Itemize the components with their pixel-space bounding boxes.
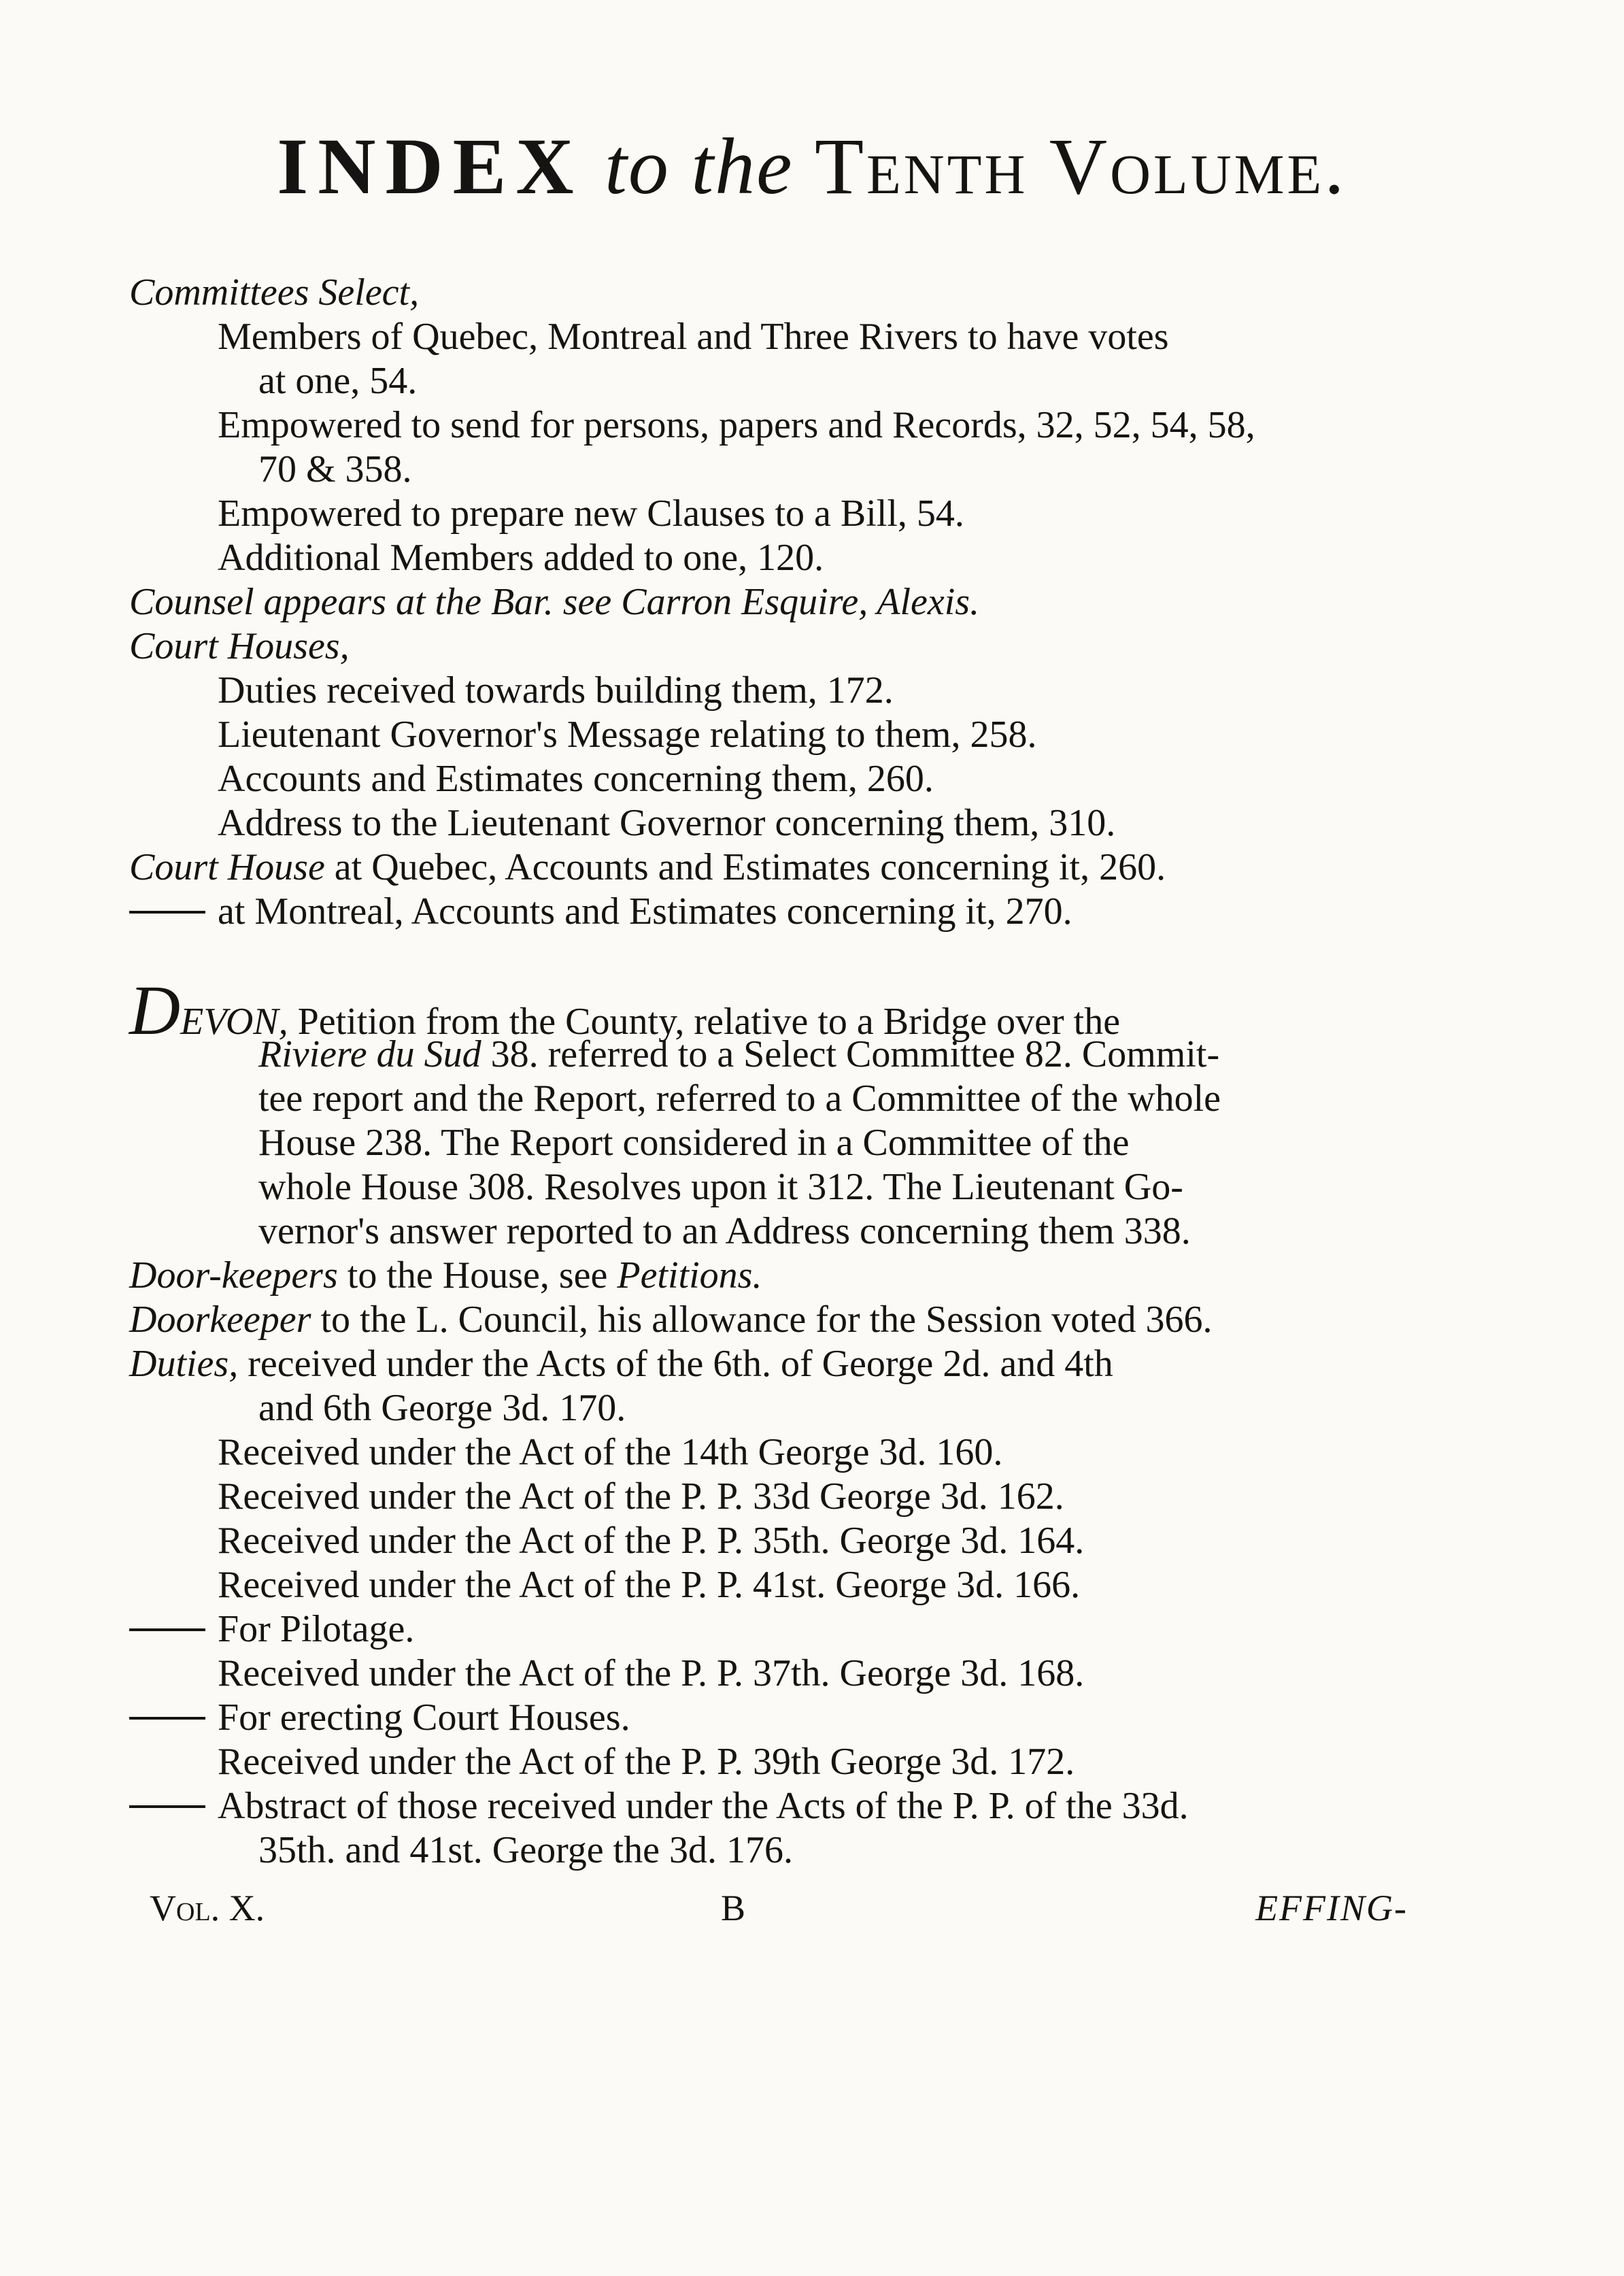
index-line: Empowered to prepare new Clauses to a Bill, 54.	[218, 492, 964, 535]
index-line	[129, 1784, 1408, 1828]
index-line: 35th. and 41st. George the 3d. 176.	[258, 1829, 793, 1871]
signature-mark: B	[721, 1888, 746, 1928]
devon-entry-first-line	[129, 971, 1408, 1050]
index-line: at one, 54.	[258, 360, 418, 402]
index-line	[129, 1254, 1408, 1298]
index-line: Received under the Act of the P. P. 35th. George 3d. 164.	[218, 1520, 1085, 1562]
index-text: received under the Acts of the 6th. of George 2d. and 4th	[238, 1343, 1113, 1385]
index-text: to the L. Council, his allowance for the Session voted 366.	[311, 1299, 1213, 1341]
section-gap	[129, 934, 1408, 988]
title-volume: Volume.	[1049, 122, 1347, 211]
index-line: Members of Quebec, Montreal and Three Rivers to have votes	[218, 316, 1169, 358]
index-line: Court Houses,	[129, 625, 350, 667]
ditto-dash	[129, 1696, 218, 1740]
devon-head: EVON,	[180, 1001, 288, 1043]
index-term: Door-keepers	[129, 1254, 338, 1296]
index-line: and 6th George 3d. 170.	[258, 1387, 626, 1429]
devon-italic: Riviere du Sud	[258, 1033, 481, 1075]
devon-text: 38. referred to a Select Committee 82. Commit-	[481, 1033, 1220, 1075]
index-line: Additional Members added to one, 120.	[218, 537, 824, 579]
index-line: Received under the Act of the 14th George 3d. 160.	[218, 1431, 1003, 1473]
ditto-dash	[129, 1607, 218, 1652]
index-line	[129, 1298, 1408, 1342]
index-text: Abstract of those received under the Acts of the P. P. of the 33d.	[218, 1785, 1189, 1827]
index-line	[129, 890, 1408, 934]
page-footer	[150, 1884, 1408, 1932]
index-term: Duties,	[129, 1343, 239, 1385]
index-line: Received under the Act of the P. P. 41st. George 3d. 166.	[218, 1564, 1081, 1606]
index-term: Court House	[129, 846, 325, 888]
devon-entry-line: House 238. The Report considered in a Committee of the	[258, 1122, 1130, 1164]
devon-text: Petition from the County, relative to a Bridge over the	[288, 1001, 1121, 1043]
index-line: Counsel appears at the Bar. see Carron Esquire, Alexis.	[129, 581, 980, 623]
devon-entry-line	[129, 1033, 1408, 1077]
devon-entry-line: vernor's answer reported to an Address concerning them 338.	[258, 1210, 1191, 1252]
drop-capital: D	[129, 971, 181, 1050]
index-line	[129, 1696, 1408, 1740]
index-text: at Montreal, Accounts and Estimates concerning it, 270.	[218, 890, 1072, 933]
index-line: Received under the Act of the P. P. 39th George 3d. 172.	[218, 1741, 1075, 1783]
volume-label: Vol. X.	[150, 1888, 265, 1928]
index-text: to the House, see	[337, 1254, 618, 1296]
index-text: at Quebec, Accounts and Estimates concerning it, 260.	[324, 846, 1166, 888]
index-line	[129, 846, 1408, 890]
ditto-dash	[129, 890, 218, 934]
devon-entry-line: tee report and the Report, referred to a Committee of the whole	[258, 1077, 1221, 1120]
index-line: Duties received towards building them, 172.	[218, 669, 894, 712]
index-line	[129, 1607, 1408, 1652]
title-index: INDEX	[277, 122, 583, 211]
index-line	[129, 1342, 1408, 1386]
index-line: Address to the Lieutenant Governor concerning them, 310.	[218, 802, 1116, 844]
catchword: EFFING-	[1255, 1888, 1408, 1928]
index-line: Lieutenant Governor's Message relating to them, 258.	[218, 714, 1037, 756]
page-title	[0, 122, 1624, 211]
index-term: Petitions.	[617, 1254, 762, 1296]
index-term: Doorkeeper	[129, 1299, 311, 1341]
index-text: For Pilotage.	[218, 1608, 415, 1650]
index-line: Received under the Act of the P. P. 37th. George 3d. 168.	[218, 1652, 1085, 1694]
title-to-the: to the	[605, 122, 794, 211]
index-line: Committees Select,	[129, 271, 420, 314]
title-tenth: Tenth	[815, 122, 1028, 211]
index-line: Received under the Act of the P. P. 33d George 3d. 162.	[218, 1475, 1064, 1518]
index-text: For erecting Court Houses.	[218, 1696, 630, 1739]
index-line: 70 & 358.	[258, 448, 412, 490]
index-line: Accounts and Estimates concerning them, 260.	[218, 758, 934, 800]
index-line: Empowered to send for persons, papers and Records, 32, 52, 54, 58,	[218, 404, 1255, 446]
ditto-dash	[129, 1784, 218, 1828]
index-entries	[129, 271, 1408, 1873]
devon-entry-line: whole House 308. Resolves upon it 312. The Lieutenant Go-	[258, 1166, 1183, 1208]
